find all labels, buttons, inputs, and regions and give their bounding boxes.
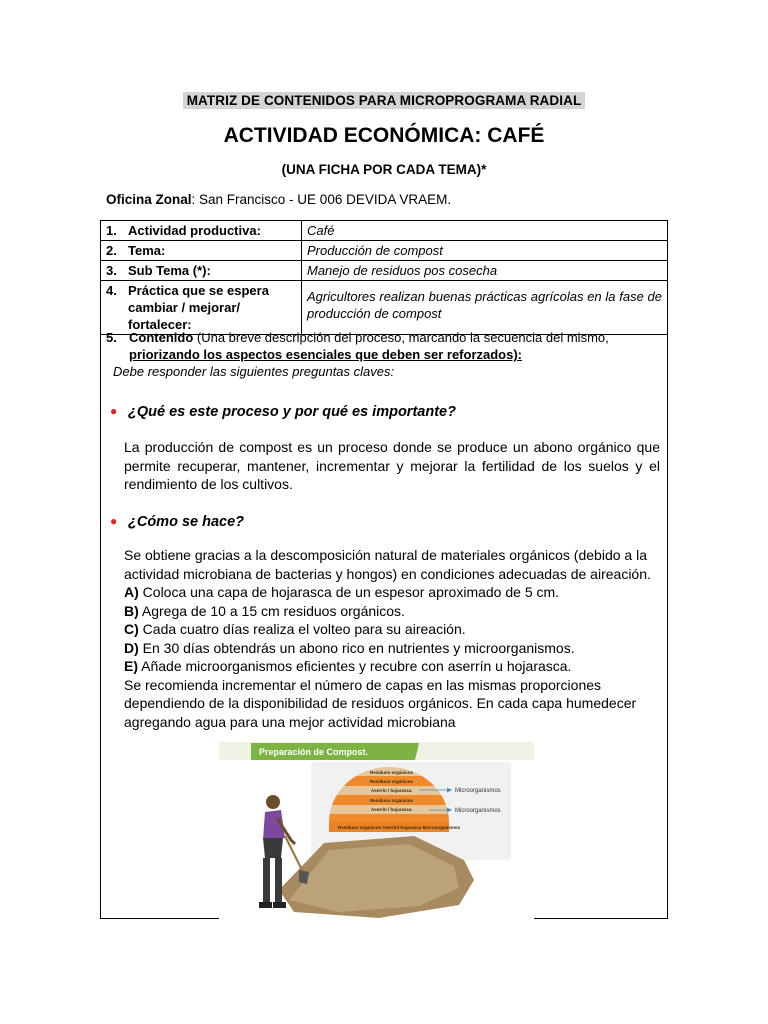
contenido-emphasis: priorizando los aspectos esenciales que deben ser reforzados):: [129, 347, 523, 362]
answer-2-intro: Se obtiene gracias a la descomposición natural de materiales orgánicos (debido a la actividad microbiana de bacterias y hongos) en condiciones adecuadas de aireación.: [124, 547, 651, 582]
row-number: 1.: [106, 223, 117, 238]
answer-1: La producción de compost es un proceso donde se produce un abono orgánico que permite recuperar, mantener, incrementar y mejorar la fertilidad de los suelos y el rendimiento de los cultivos.: [124, 439, 660, 492]
banner-title: MATRIZ DE CONTENIDOS PARA MICROPROGRAMA RADIAL: [183, 92, 586, 109]
layer-label: Aserrín / hojarasca: [371, 788, 412, 793]
step-e: E) Añade microorganismos eficientes y recubre con aserrín u hojarasca.: [124, 658, 572, 674]
row-label-cell: [101, 221, 302, 241]
row-label-cell: [101, 241, 302, 261]
layer-label: Residuos orgánicos: [370, 770, 414, 775]
key-questions-intro: Debe responder las siguientes preguntas claves:: [113, 364, 395, 379]
row-label: Práctica que se espera cambiar / mejorar/ fortalecer:: [128, 283, 269, 332]
contenido-header: [106, 329, 662, 363]
document-header: [0, 92, 768, 110]
row-number: 3.: [106, 263, 117, 278]
oficina-label: Oficina Zonal: [106, 192, 192, 207]
bullet-icon: ●: [110, 514, 118, 528]
page-title: ACTIVIDAD ECONÓMICA: CAFÉ: [223, 124, 545, 147]
contenido-label: Contenido: [129, 330, 194, 345]
layer-label: Aserrín / hojarasca: [371, 807, 412, 812]
contenido-number: 5.: [106, 330, 117, 345]
layer-label: Residuos orgánicos Aserrín/ hojarasca Microorganismos: [338, 825, 461, 830]
table-row: [101, 241, 668, 261]
row-label: Tema:: [128, 243, 166, 258]
oficina-zonal: [106, 192, 451, 207]
answer-2: [124, 546, 660, 731]
step-b: B) Agrega de 10 a 15 cm residuos orgánicos.: [124, 602, 405, 619]
question-2: [110, 514, 244, 530]
compost-illustration: [219, 740, 534, 922]
layer-label: Residuos orgánicos: [370, 798, 414, 803]
page-subtitle: (UNA FICHA POR CADA TEMA)*: [281, 162, 487, 177]
contenido-desc: (Una breve descripción del proceso, marcando la secuencia del mismo,: [193, 330, 609, 345]
step-a: A) Coloca una capa de hojarasca de un espesor aproximado de 5 cm.: [124, 584, 560, 600]
question-1-text: ¿Qué es este proceso y por qué es importante?: [128, 404, 456, 420]
answer-2-closing: Se recomienda incrementar el número de capas en las mismas proporciones dependiendo de la disponibilidad de residuos orgánicos. En cada capa humedecer agregando agua para una mejor actividad microbiana: [124, 676, 637, 730]
row-label: Sub Tema (*):: [128, 263, 211, 278]
microorganism-label: Microorganismos: [455, 788, 501, 794]
row-value: Café: [302, 221, 668, 241]
oficina-value: : San Francisco - UE 006 DEVIDA VRAEM.: [191, 192, 452, 207]
row-number: 2.: [106, 243, 117, 258]
row-label-cell: [101, 261, 302, 281]
bullet-icon: ●: [110, 404, 118, 418]
step-d: D) En 30 días obtendrás un abono rico en nutrientes y microorganismos.: [124, 639, 575, 656]
figure-title: Preparación de Compost.: [259, 747, 369, 757]
info-table: [100, 220, 668, 335]
microorganism-label: Microorganismos: [455, 808, 501, 814]
row-number: 4.: [106, 283, 117, 298]
question-1: [110, 404, 456, 420]
table-row: [101, 221, 668, 241]
row-value: Agricultores realizan buenas prácticas agrícolas en la fase de producción de compost: [302, 281, 668, 335]
table-row: [101, 261, 668, 281]
row-value: Manejo de residuos pos cosecha: [302, 261, 668, 281]
layer-label: Residuos orgánicos: [370, 779, 414, 784]
row-label: Actividad productiva:: [128, 223, 261, 238]
row-value: Producción de compost: [302, 241, 668, 261]
step-c: C) Cada cuatro días realiza el volteo para su aireación.: [124, 621, 466, 637]
question-2-text: ¿Cómo se hace?: [128, 514, 245, 530]
